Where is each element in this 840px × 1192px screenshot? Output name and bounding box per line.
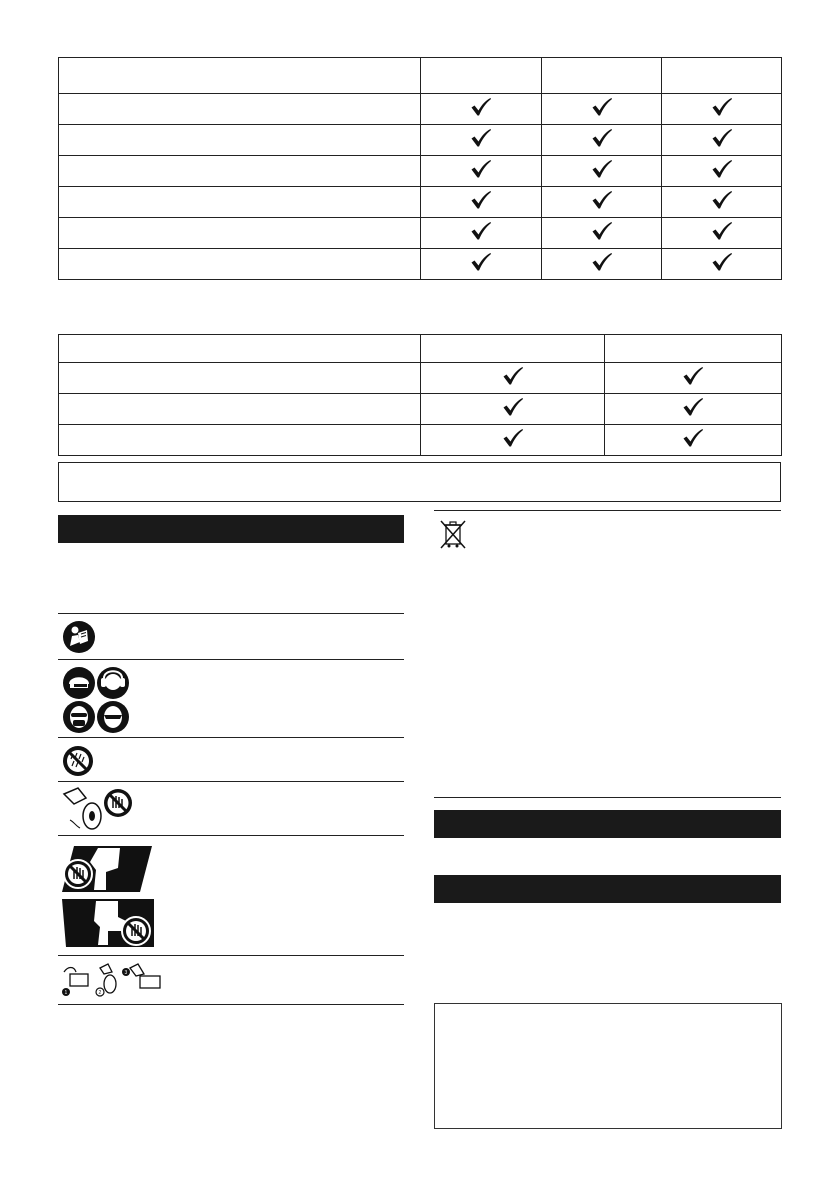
check-cell bbox=[662, 218, 782, 249]
check-mark-icon bbox=[470, 252, 492, 272]
table-row bbox=[59, 94, 782, 125]
check-mark-icon bbox=[591, 252, 613, 272]
divider bbox=[58, 613, 404, 614]
check-mark-icon bbox=[502, 428, 524, 448]
header-cell bbox=[542, 58, 662, 94]
check-mark-icon bbox=[711, 97, 733, 117]
row-label bbox=[59, 249, 421, 280]
check-mark-icon bbox=[470, 159, 492, 179]
check-mark-icon bbox=[470, 97, 492, 117]
read-manual-icon bbox=[62, 620, 96, 654]
check-mark-icon bbox=[591, 128, 613, 148]
divider bbox=[58, 781, 404, 782]
section-heading-symbols bbox=[58, 515, 404, 543]
no-hand-zone-icon-top bbox=[60, 842, 154, 894]
check-cell bbox=[662, 94, 782, 125]
check-cell bbox=[662, 249, 782, 280]
check-mark-icon bbox=[470, 190, 492, 210]
row-label bbox=[59, 394, 421, 425]
divider bbox=[434, 510, 781, 511]
divider bbox=[58, 1004, 404, 1005]
check-cell bbox=[421, 187, 542, 218]
check-mark-icon bbox=[591, 159, 613, 179]
table-header-row bbox=[59, 58, 782, 94]
compatibility-table-2 bbox=[58, 334, 782, 456]
row-label bbox=[59, 187, 421, 218]
no-hand-zone-icon-bottom bbox=[60, 897, 154, 949]
check-cell bbox=[542, 125, 662, 156]
check-cell bbox=[662, 156, 782, 187]
check-cell bbox=[542, 94, 662, 125]
check-cell bbox=[421, 394, 605, 425]
face-mask-icon bbox=[62, 700, 96, 734]
check-cell bbox=[542, 218, 662, 249]
check-mark-icon bbox=[682, 428, 704, 448]
svg-text:1: 1 bbox=[64, 990, 68, 996]
table-row bbox=[59, 187, 782, 218]
section-heading-right-2 bbox=[434, 875, 781, 903]
row-label bbox=[59, 125, 421, 156]
warning-box bbox=[434, 1003, 782, 1129]
check-mark-icon bbox=[591, 97, 613, 117]
divider bbox=[58, 737, 404, 738]
row-label bbox=[59, 425, 421, 456]
safety-goggles-icon bbox=[96, 700, 130, 734]
check-cell bbox=[421, 363, 605, 394]
check-mark-icon bbox=[470, 128, 492, 148]
check-mark-icon bbox=[470, 221, 492, 241]
check-mark-icon bbox=[591, 190, 613, 210]
check-mark-icon bbox=[502, 397, 524, 417]
header-cell bbox=[662, 58, 782, 94]
svg-text:3: 3 bbox=[124, 970, 128, 976]
check-cell bbox=[421, 249, 542, 280]
header-cell bbox=[421, 58, 542, 94]
no-rain-icon bbox=[62, 745, 94, 777]
check-mark-icon bbox=[682, 397, 704, 417]
table-row bbox=[59, 125, 782, 156]
check-mark-icon bbox=[711, 128, 733, 148]
section-heading-text bbox=[434, 816, 442, 831]
section-heading-text bbox=[58, 521, 66, 536]
check-mark-icon bbox=[711, 159, 733, 179]
check-cell bbox=[605, 363, 782, 394]
check-cell bbox=[542, 187, 662, 218]
helmet-visor-icon bbox=[62, 666, 96, 700]
check-mark-icon bbox=[502, 366, 524, 386]
check-cell bbox=[605, 425, 782, 456]
header-cell bbox=[59, 58, 421, 94]
header-cell bbox=[605, 335, 782, 363]
table-row bbox=[59, 156, 782, 187]
header-cell bbox=[421, 335, 605, 363]
check-cell bbox=[542, 156, 662, 187]
row-label bbox=[59, 94, 421, 125]
section-heading-right-1 bbox=[434, 810, 781, 838]
table-row bbox=[59, 394, 782, 425]
divider bbox=[434, 797, 781, 798]
check-cell bbox=[662, 187, 782, 218]
divider bbox=[58, 835, 404, 836]
check-cell bbox=[421, 94, 542, 125]
row-label bbox=[59, 156, 421, 187]
note-box bbox=[58, 462, 781, 502]
step-sequence-icons bbox=[60, 962, 164, 998]
check-cell bbox=[421, 425, 605, 456]
check-cell bbox=[421, 218, 542, 249]
no-touch-blade-icon bbox=[60, 786, 136, 832]
check-cell bbox=[421, 125, 542, 156]
check-cell bbox=[421, 156, 542, 187]
svg-text:2: 2 bbox=[98, 990, 102, 996]
check-mark-icon bbox=[711, 252, 733, 272]
compatibility-table-1 bbox=[58, 57, 782, 280]
check-mark-icon bbox=[682, 366, 704, 386]
check-mark-icon bbox=[591, 221, 613, 241]
check-cell bbox=[542, 249, 662, 280]
table-row bbox=[59, 218, 782, 249]
divider bbox=[58, 659, 404, 660]
table-row bbox=[59, 425, 782, 456]
table-header-row bbox=[59, 335, 782, 363]
check-cell bbox=[605, 394, 782, 425]
header-cell bbox=[59, 335, 421, 363]
table-row bbox=[59, 249, 782, 280]
section-heading-text bbox=[434, 881, 442, 896]
row-label bbox=[59, 218, 421, 249]
table-row bbox=[59, 363, 782, 394]
check-cell bbox=[662, 125, 782, 156]
divider bbox=[58, 955, 404, 956]
check-mark-icon bbox=[711, 190, 733, 210]
crossed-out-bin-icon bbox=[438, 517, 468, 551]
check-mark-icon bbox=[711, 221, 733, 241]
row-label bbox=[59, 363, 421, 394]
ear-protection-icon bbox=[96, 666, 130, 700]
